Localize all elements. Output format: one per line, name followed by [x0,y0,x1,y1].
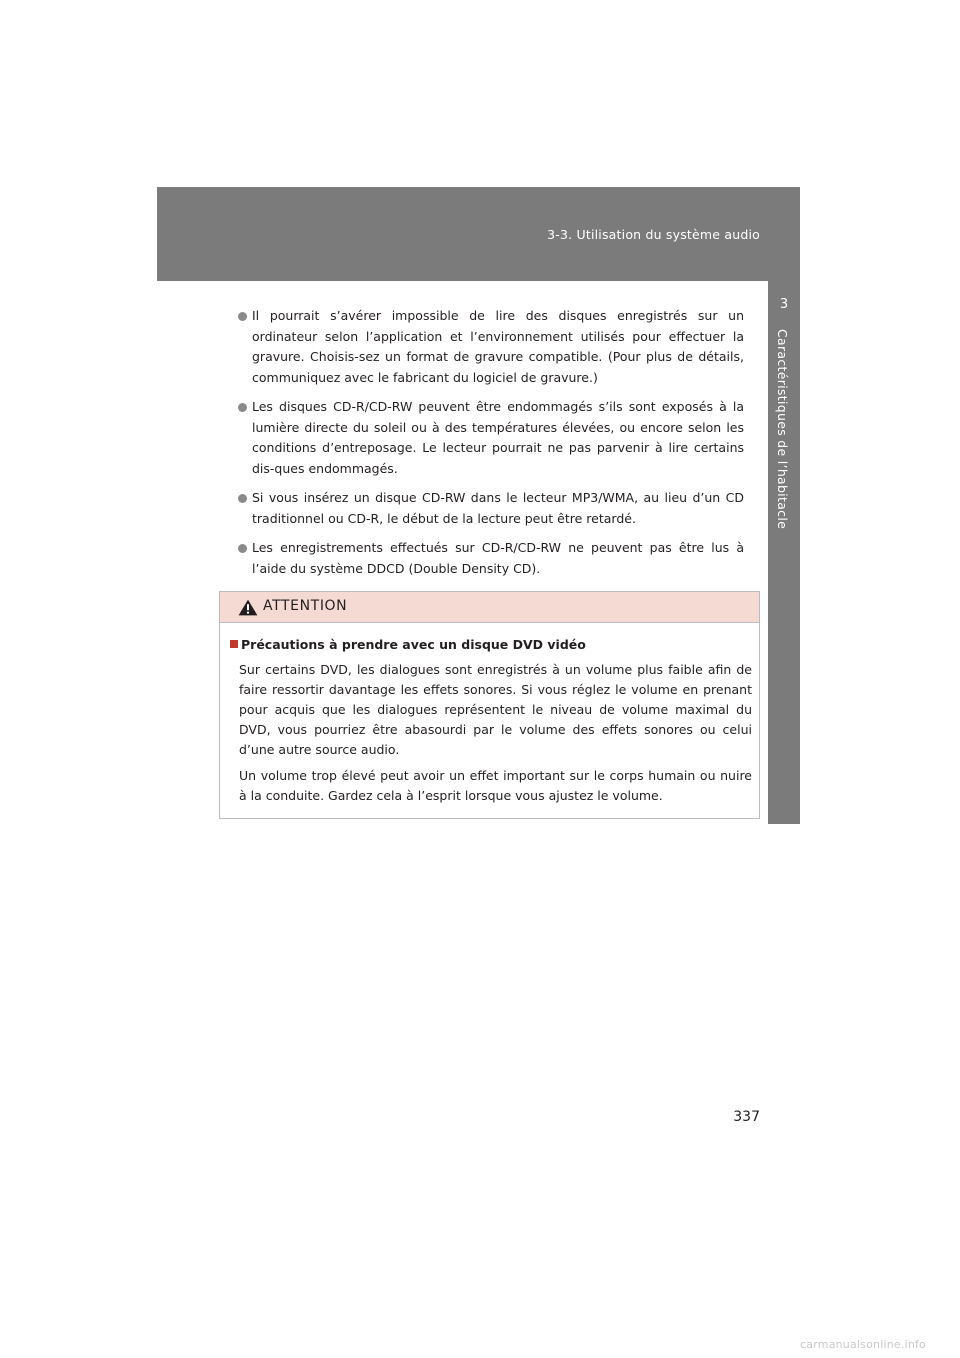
chapter-label: Caractéristiques de l’habitacle [775,329,790,530]
bullet-dot-icon [238,544,247,553]
bullet-list [238,306,744,588]
bullet-text: Il pourrait s’avérer impossible de lire des disques enregistrés sur un ordinateur selon l’application et l’environnement utilisés pour effectuer la gravure. Choisis-sez un format de gravure compatible. (Pour plus de détails, communiquez avec le fabricant du logiciel de gravure.) [252,308,744,385]
bullet-text: Les enregistrements effectués sur CD-R/CD-RW ne peuvent pas être lus à l’aide du système DDCD (Double Density CD). [252,540,744,576]
warning-paragraph: Un volume trop élevé peut avoir un effet important sur le corps humain ou nuire à la conduite. Gardez cela à l’esprit lorsque vous ajustez le volume. [239,768,752,803]
warning-header [220,592,759,623]
square-bullet-icon [230,640,238,648]
bullet-text: Les disques CD-R/CD-RW peuvent être endommagés s’ils sont exposés à la lumière directe du soleil ou à des températures élevées, ou encore selon les conditions d’entreposage. Le lecteur pourrait ne pas parvenir à lire certains dis-ques endommagés. [252,399,744,476]
bullet-dot-icon [238,312,247,321]
warning-heading-text: Précautions à prendre avec un disque DVD vidéo [241,637,586,652]
warning-triangle-icon [238,599,258,616]
list-item [238,397,744,479]
warning-heading [230,635,752,655]
warning-body [220,623,759,806]
bullet-text: Si vous insérez un disque CD-RW dans le lecteur MP3/WMA, au lieu d’un CD traditionnel ou CD-R, le début de la lecture peut être retardé. [252,490,744,526]
section-title: 3-3. Utilisation du système audio [547,227,760,242]
warning-box [219,591,760,819]
chapter-number: 3 [779,297,789,312]
chapter-side-tab [768,281,800,824]
bullet-dot-icon [238,403,247,412]
page-number: 337 [733,1109,760,1125]
warning-title: ATTENTION [263,598,348,614]
list-item [238,538,744,579]
warning-paragraph: Sur certains DVD, les dialogues sont enregistrés à un volume plus faible afin de faire ressortir davantage les effets sonores. Si vous réglez le volume en prenant pour acquis que les dialogues représentent le niveau de volume maximal du DVD, vous pourriez être abasourdi par le volume des effets sonores ou celui d’une autre source audio. [239,662,752,757]
header-band [157,187,800,281]
list-item [238,488,744,529]
list-item [238,306,744,388]
bullet-dot-icon [238,494,247,503]
watermark: carmanualsonline.info [800,1338,926,1351]
